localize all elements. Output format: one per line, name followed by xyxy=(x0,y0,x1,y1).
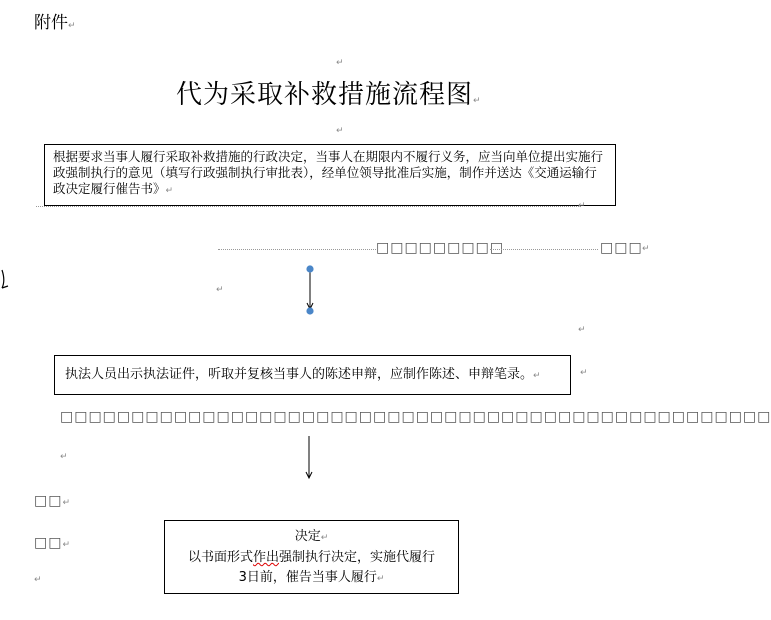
flow-arrow xyxy=(300,436,320,482)
dotted-leader xyxy=(490,249,598,250)
paragraph-mark: ↵ xyxy=(34,575,42,585)
paragraph-mark: ↵ xyxy=(578,201,586,211)
side-label-2: □□↵ xyxy=(34,535,71,551)
flow-step-3-line3: 3日前，催告当事人履行↵ xyxy=(238,570,385,585)
paragraph-mark: ↵ xyxy=(473,96,482,106)
flow-step-2-box[interactable] xyxy=(54,355,571,395)
placeholder-squares: □□□□□□□□□□□□□□□□□□□□□□□□□□□□□□□□□□□□□□□□□□□□□□□□□□ xyxy=(60,409,771,425)
paragraph-mark: ↵ xyxy=(216,285,224,295)
flow-step-2-text: 执法人员出示执法证件，听取并复核当事人的陈述申辩，应制作陈述、申辩笔录。 xyxy=(65,367,534,382)
flow-step-3-box[interactable] xyxy=(164,520,459,594)
paragraph-mark: ↵ xyxy=(376,574,385,584)
paragraph-mark: ↵ xyxy=(580,368,588,378)
spellcheck-underlined-text: 作出 xyxy=(252,550,279,565)
paragraph-mark: ↵ xyxy=(68,21,76,31)
flow-step-3-line2: 以书面形式作出强制执行决定，实施代履行 xyxy=(187,550,436,565)
side-label-1: □□↵ xyxy=(34,493,71,509)
paragraph-mark: ↵ xyxy=(533,371,541,381)
dotted-leader xyxy=(218,249,376,250)
paragraph-mark: ↵ xyxy=(642,244,650,254)
attachment-label: 附件↵ xyxy=(34,13,76,33)
partial-glyph-fragment xyxy=(0,268,10,290)
placeholder-squares: □□□□□□□□□ xyxy=(376,240,505,256)
paragraph-mark: ↵ xyxy=(62,498,71,508)
page-title: 代为采取补救措施流程图↵ xyxy=(176,80,482,110)
placeholder-row-container xyxy=(60,406,771,425)
paragraph-mark: ↵ xyxy=(336,126,344,136)
paragraph-mark: ↵ xyxy=(62,540,71,550)
selected-connector-arrow[interactable] xyxy=(300,264,320,316)
placeholder-squares: □□□ xyxy=(600,240,643,256)
flow-step-3-heading: 决定↵ xyxy=(294,529,329,544)
paragraph-mark: ↵ xyxy=(60,452,68,462)
connector-start-handle[interactable] xyxy=(306,265,313,272)
connector-end-handle[interactable] xyxy=(306,307,313,314)
dotted-leader xyxy=(36,206,581,207)
paragraph-mark: ↵ xyxy=(165,186,174,196)
flow-step-1-text: 根据要求当事人履行采取补救措施的行政决定，当事人在期限内不履行义务，应当向单位提出实施行政强制执行的意见（填写行政强制执行审批表），经单位领导批准后实施，制作并送达《交通运输行政决定履行催告书》 xyxy=(53,149,604,196)
paragraph-mark: ↵ xyxy=(336,58,344,68)
paragraph-mark: ↵ xyxy=(578,325,586,335)
flow-step-1-box[interactable] xyxy=(44,144,616,206)
paragraph-mark: ↵ xyxy=(320,533,329,543)
